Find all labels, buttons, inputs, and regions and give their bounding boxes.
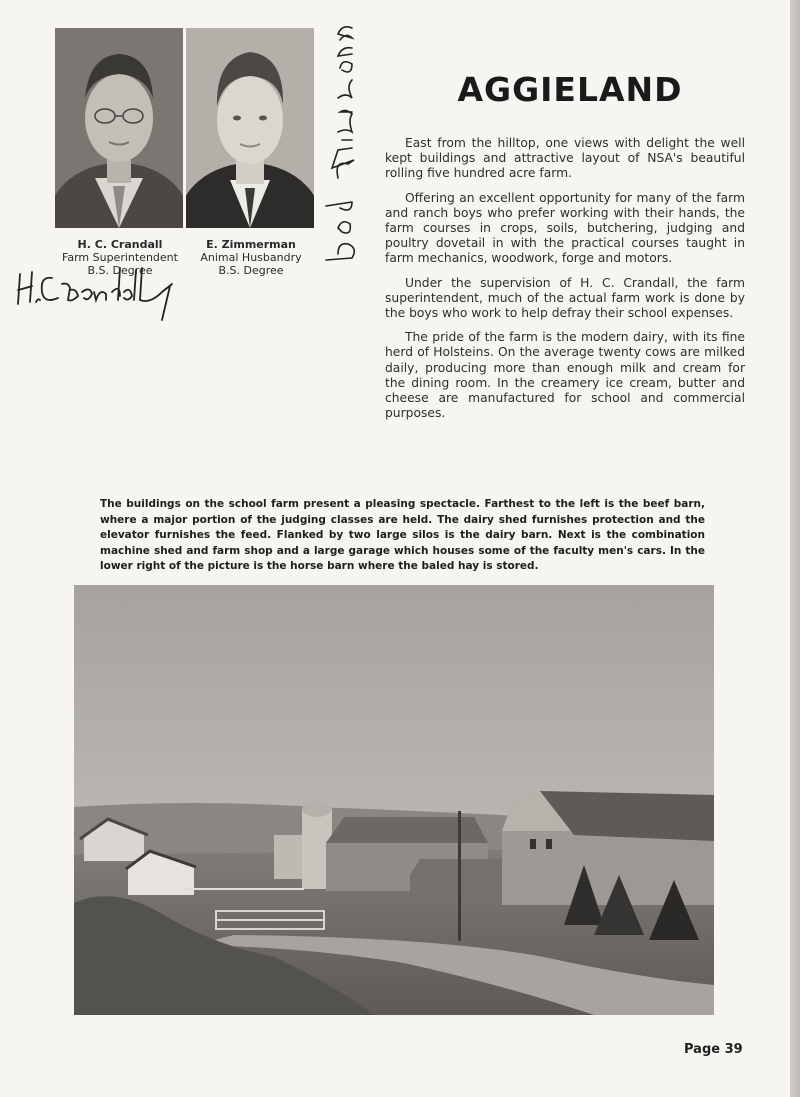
portrait-zimmerman [186,28,314,228]
farm-photo-caption: The buildings on the school farm present a pleasing spectacle. Farthest to the left is the beef barn, where a major portion of the judging classes are held. The dairy shed furnishes protection and the elevator furnishes the feed. Flanked by two large silos is the dairy barn. Next is the combination machine shed and farm shop and a large garage which houses some of the faculty men's cars. In the lower right of the picture is the horse barn where the baled hay is stored. [100,498,705,572]
paragraph: The pride of the farm is the modern dairy, with its fine herd of Holsteins. On the average twenty cows are milked daily, producing more than enough milk and cream for the dining room. In the creamery ice cream, butter and cheese are manufactured for school and commercial purposes. [385,330,745,421]
paragraph: Offering an excellent opportunity for many of the farm and ranch boys who prefer working with their hands, the farm courses in crops, soils, butchering, judging and poultry dovetail in with the practical courses taught in farm mechanics, woodwork, forge and motors. [385,190,745,266]
page-number: Page 39 [684,1042,743,1057]
page-title: AGGIELAND [457,70,683,109]
person-name: H. C. Crandall [77,238,163,251]
page-edge [790,0,800,1097]
paragraph: East from the hilltop, one views with delight the well kept buildings and attractive layout of NSA's beautiful rolling five hundred acre farm. [385,136,745,181]
article-body [385,136,745,430]
person-role: Animal Husbandry [200,251,302,264]
portrait-crandall [55,28,183,228]
person-degree: B.S. Degree [218,264,284,277]
person-degree: B.S. Degree [87,264,153,277]
portrait-crandall-image [55,28,183,228]
farm-buildings-image [74,585,714,1015]
crandall-signature [12,262,212,322]
person-name: E. Zimmerman [206,238,296,251]
portrait-zimmerman-image [186,28,314,228]
paragraph: Under the supervision of H. C. Crandall, the farm superintendent, much of the actual farm work is done by the boys who work to help defray their school expenses. [385,275,745,321]
zimmerman-signature [312,10,362,270]
person-role: Farm Superintendent [62,251,178,264]
farm-photo [74,585,714,1015]
